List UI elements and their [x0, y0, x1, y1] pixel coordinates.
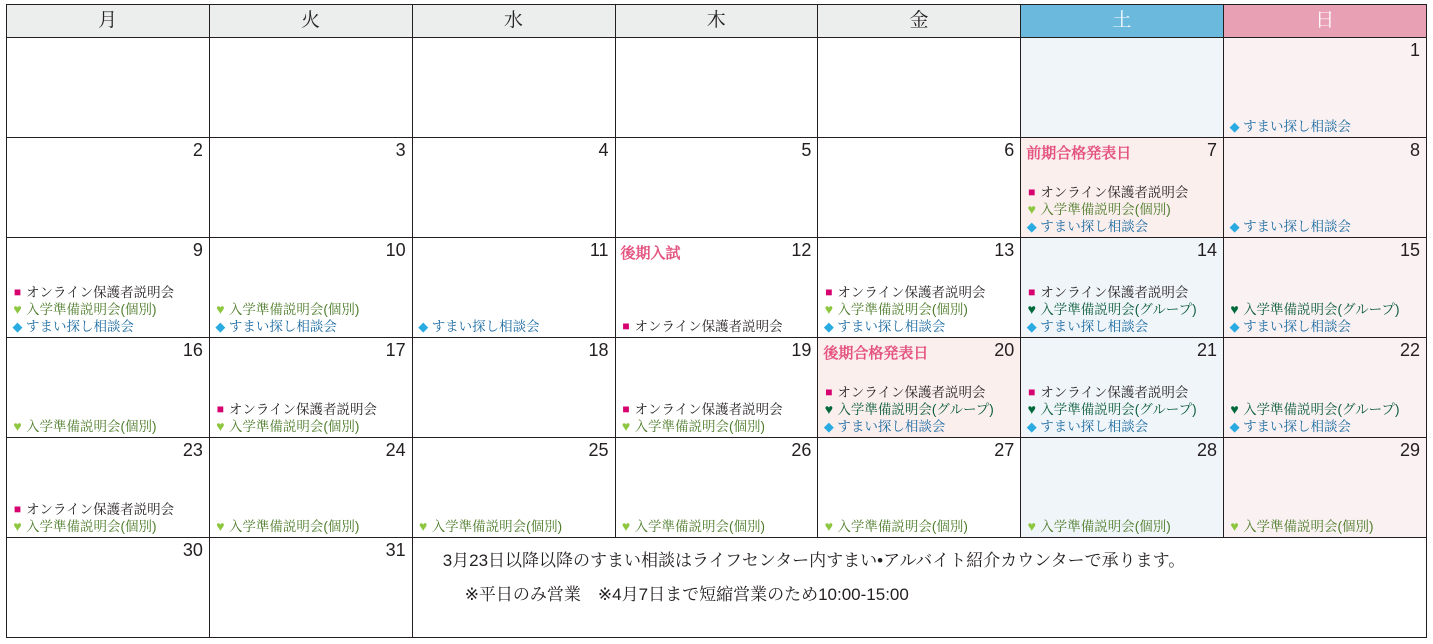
- day-event-label: すまい探し相談会: [837, 319, 946, 334]
- day-special-label: 前期合格発表日: [1026, 145, 1132, 162]
- day-event-list: [1228, 118, 1424, 135]
- heart-light-green-icon: ♥: [216, 301, 225, 317]
- day-event[interactable]: [11, 418, 207, 435]
- calendar-day-cell-19[interactable]: [615, 338, 818, 438]
- day-event[interactable]: [1025, 284, 1221, 301]
- calendar-week-row: [7, 538, 1427, 638]
- day-event-label: オンライン保護者説明会: [228, 402, 377, 417]
- diamond-blue-icon: ◆: [823, 319, 834, 334]
- day-event-list: [1025, 384, 1221, 435]
- day-event-label: オンライン保護者説明会: [837, 285, 986, 300]
- day-event[interactable]: [1025, 218, 1221, 235]
- day-number: 13: [994, 240, 1015, 260]
- heart-light-green-icon: ♥: [1230, 518, 1239, 534]
- day-event[interactable]: [1025, 301, 1221, 318]
- day-number: 28: [1197, 440, 1218, 460]
- calendar-day-cell-empty[interactable]: [1021, 38, 1224, 138]
- day-event[interactable]: [11, 284, 207, 301]
- heart-light-green-icon: ♥: [419, 518, 428, 534]
- day-number: 2: [192, 140, 203, 160]
- day-event-list: [1228, 218, 1424, 235]
- calendar-day-cell-27[interactable]: [818, 438, 1021, 538]
- day-event-list: [11, 418, 207, 435]
- calendar-day-cell-1[interactable]: [1224, 38, 1427, 138]
- day-event[interactable]: [417, 518, 613, 535]
- day-event[interactable]: [620, 401, 816, 418]
- day-number: 16: [182, 340, 203, 360]
- day-event-label: すまい探し相談会: [837, 419, 946, 434]
- square-pink-icon: ■: [1028, 285, 1036, 299]
- day-event[interactable]: [1025, 418, 1221, 435]
- calendar-day-cell-24[interactable]: [209, 438, 412, 538]
- diamond-blue-icon: ◆: [1026, 419, 1037, 434]
- day-event[interactable]: [1228, 418, 1424, 435]
- day-event[interactable]: [1025, 201, 1221, 218]
- diamond-blue-icon: ◆: [1026, 319, 1037, 334]
- day-number: 12: [791, 240, 812, 260]
- calendar-day-cell-25[interactable]: [412, 438, 615, 538]
- day-event-label: 入学準備説明会(個別): [837, 519, 968, 534]
- calendar-day-cell-empty[interactable]: [818, 38, 1021, 138]
- diamond-blue-icon: ◆: [1229, 319, 1240, 334]
- calendar-day-cell-31[interactable]: [209, 538, 412, 638]
- day-number: 24: [385, 440, 406, 460]
- day-number: 10: [385, 240, 406, 260]
- day-number: 21: [1197, 340, 1218, 360]
- calendar-week-row: [7, 338, 1427, 438]
- heart-light-green-icon: ♥: [621, 518, 631, 534]
- day-number: 25: [588, 440, 609, 460]
- day-event[interactable]: [214, 418, 410, 435]
- day-event-list: [11, 501, 207, 535]
- day-event-label: すまい探し相談会: [1243, 119, 1352, 134]
- day-number: 9: [192, 240, 203, 260]
- day-event-list: [214, 301, 410, 335]
- square-pink-icon: ■: [1028, 385, 1036, 399]
- day-event-label: 入学準備説明会(個別): [431, 519, 563, 534]
- day-number: 29: [1399, 440, 1420, 460]
- calendar-table: [6, 4, 1427, 638]
- day-event-label: 入学準備説明会(個別): [1040, 519, 1171, 534]
- day-number: 17: [385, 340, 406, 360]
- calendar-day-cell-20[interactable]: [818, 338, 1021, 438]
- day-event[interactable]: [1228, 518, 1424, 535]
- day-event-list: [620, 401, 816, 435]
- day-number: 14: [1197, 240, 1218, 260]
- day-event[interactable]: [214, 318, 410, 335]
- day-event-list: [620, 518, 816, 535]
- calendar-week-row: [7, 238, 1427, 338]
- day-event[interactable]: [1025, 384, 1221, 401]
- day-event-label: オンライン保護者説明会: [837, 385, 986, 400]
- day-event[interactable]: [1228, 218, 1424, 235]
- heart-light-green-icon: ♥: [216, 518, 225, 534]
- day-number: 26: [791, 440, 812, 460]
- day-event[interactable]: [11, 318, 207, 335]
- weekday-header-mon: 月: [7, 5, 210, 38]
- calendar-day-cell-23[interactable]: [7, 438, 210, 538]
- calendar-day-cell-12[interactable]: [615, 238, 818, 338]
- day-event-label: すまい探し相談会: [1040, 419, 1149, 434]
- day-event[interactable]: [214, 401, 410, 418]
- heart-light-green-icon: ♥: [824, 518, 834, 534]
- day-event-label: すまい探し相談会: [431, 319, 540, 334]
- square-pink-icon: ■: [622, 319, 630, 333]
- day-event[interactable]: [822, 401, 1018, 418]
- calendar-day-cell-3[interactable]: [209, 138, 412, 238]
- day-event-list: [1025, 518, 1221, 535]
- calendar-day-cell-29[interactable]: [1224, 438, 1427, 538]
- day-event-label: すまい探し相談会: [228, 319, 337, 334]
- day-number: 31: [385, 540, 406, 560]
- day-event-label: オンライン保護者説明会: [1040, 385, 1189, 400]
- diamond-blue-icon: ◆: [1229, 119, 1240, 134]
- calendar-day-cell-empty[interactable]: [412, 38, 615, 138]
- day-number: 22: [1399, 340, 1420, 360]
- day-event-list: [1228, 518, 1424, 535]
- calendar-day-cell-13[interactable]: [818, 238, 1021, 338]
- diamond-blue-icon: ◆: [418, 319, 429, 334]
- day-event-label: 入学準備説明会(個別): [634, 519, 766, 534]
- calendar-day-cell-22[interactable]: [1224, 338, 1427, 438]
- heart-light-green-icon: ♥: [13, 418, 22, 434]
- calendar-day-cell-28[interactable]: [1021, 438, 1224, 538]
- day-number: 4: [598, 140, 609, 160]
- day-event-label: 入学準備説明会(個別): [1040, 202, 1171, 217]
- day-event-list: [1025, 284, 1221, 335]
- day-number: 27: [994, 440, 1015, 460]
- day-event[interactable]: [620, 318, 816, 335]
- day-number: 18: [588, 340, 609, 360]
- heart-dark-green-icon: ♥: [1027, 301, 1036, 317]
- day-event-label: オンライン保護者説明会: [634, 319, 783, 334]
- square-pink-icon: ■: [825, 285, 833, 299]
- diamond-blue-icon: ◆: [1229, 419, 1240, 434]
- weekday-header-fri: 金: [818, 5, 1021, 38]
- day-event-list: [1228, 401, 1424, 435]
- day-event-label: 入学準備説明会(個別): [837, 302, 968, 317]
- day-event[interactable]: [11, 501, 207, 518]
- heart-dark-green-icon: ♥: [824, 401, 834, 417]
- day-event-list: [417, 518, 613, 535]
- calendar-day-cell-6[interactable]: [818, 138, 1021, 238]
- day-number: 8: [1409, 140, 1420, 160]
- day-number: 5: [801, 140, 812, 160]
- calendar-day-cell-empty[interactable]: [7, 38, 210, 138]
- diamond-blue-icon: ◆: [1229, 219, 1240, 234]
- heart-dark-green-icon: ♥: [1027, 401, 1036, 417]
- day-event[interactable]: [1228, 318, 1424, 335]
- day-special-label: 後期合格発表日: [823, 345, 929, 362]
- day-event-label: すまい探し相談会: [1040, 219, 1149, 234]
- calendar-day-cell-11[interactable]: [412, 238, 615, 338]
- day-event-label: 入学準備説明会(グループ): [1243, 402, 1400, 417]
- day-number: 19: [791, 340, 812, 360]
- day-event-label: すまい探し相談会: [1243, 419, 1352, 434]
- day-event-label: オンライン保護者説明会: [26, 502, 175, 517]
- weekday-header-wed: 水: [412, 5, 615, 38]
- weekday-header-tue: 火: [209, 5, 412, 38]
- heart-dark-green-icon: ♥: [1230, 301, 1239, 317]
- square-pink-icon: ■: [825, 385, 833, 399]
- day-event[interactable]: [822, 518, 1018, 535]
- day-event[interactable]: [1228, 401, 1424, 418]
- heart-light-green-icon: ♥: [13, 301, 22, 317]
- day-event-label: 入学準備説明会(個別): [26, 419, 157, 434]
- day-event-list: [1025, 184, 1221, 235]
- calendar-week-row: [7, 138, 1427, 238]
- day-event-list: [214, 518, 410, 535]
- day-event[interactable]: [214, 518, 410, 535]
- calendar-day-cell-18[interactable]: [412, 338, 615, 438]
- heart-light-green-icon: ♥: [1027, 201, 1036, 217]
- diamond-blue-icon: ◆: [12, 319, 23, 334]
- day-event[interactable]: [214, 301, 410, 318]
- calendar-day-cell-14[interactable]: [1021, 238, 1224, 338]
- day-number: 30: [182, 540, 203, 560]
- calendar-day-cell-empty[interactable]: [615, 38, 818, 138]
- day-number: 20: [994, 340, 1015, 360]
- day-number: 3: [395, 140, 406, 160]
- heart-light-green-icon: ♥: [824, 301, 834, 317]
- calendar-day-cell-30[interactable]: [7, 538, 210, 638]
- diamond-blue-icon: ◆: [823, 419, 834, 434]
- heart-light-green-icon: ♥: [1027, 518, 1036, 534]
- day-event-label: すまい探し相談会: [1243, 319, 1352, 334]
- square-pink-icon: ■: [1028, 185, 1036, 199]
- day-event-label: 入学準備説明会(個別): [634, 419, 766, 434]
- calendar-day-cell-empty[interactable]: [209, 38, 412, 138]
- day-number: 23: [182, 440, 203, 460]
- day-event-label: オンライン保護者説明会: [1040, 185, 1189, 200]
- day-number: 15: [1399, 240, 1420, 260]
- day-number: 7: [1207, 140, 1218, 160]
- day-event-list: [822, 284, 1018, 335]
- calendar-day-cell-16[interactable]: [7, 338, 210, 438]
- square-pink-icon: ■: [216, 402, 224, 416]
- day-event-label: 入学準備説明会(個別): [26, 302, 157, 317]
- day-event-list: [822, 384, 1018, 435]
- heart-light-green-icon: ♥: [621, 418, 631, 434]
- calendar-day-cell-4[interactable]: [412, 138, 615, 238]
- day-number: 1: [1409, 40, 1420, 60]
- day-event-list: [214, 401, 410, 435]
- calendar-footer-note: [412, 538, 1426, 638]
- day-event[interactable]: [11, 518, 207, 535]
- day-event[interactable]: [1025, 318, 1221, 335]
- calendar-body: [7, 38, 1427, 638]
- day-event[interactable]: [11, 301, 207, 318]
- calendar-week-row: [7, 38, 1427, 138]
- calendar-week-row: [7, 438, 1427, 538]
- day-event[interactable]: [417, 318, 613, 335]
- day-event[interactable]: [620, 518, 816, 535]
- calendar-day-cell-21[interactable]: [1021, 338, 1224, 438]
- weekday-header-sun: 日: [1224, 5, 1427, 38]
- day-event-list: [417, 318, 613, 335]
- day-event-label: 入学準備説明会(グループ): [1243, 302, 1400, 317]
- calendar-day-cell-5[interactable]: [615, 138, 818, 238]
- day-event[interactable]: [1025, 184, 1221, 201]
- day-event-label: 入学準備説明会(個別): [228, 419, 360, 434]
- day-event[interactable]: [822, 318, 1018, 335]
- calendar-day-cell-2[interactable]: [7, 138, 210, 238]
- day-number: 6: [1004, 140, 1015, 160]
- day-event-label: すまい探し相談会: [1040, 319, 1149, 334]
- day-event-label: 入学準備説明会(個別): [228, 519, 360, 534]
- day-number: 11: [589, 240, 609, 260]
- calendar-day-cell-7[interactable]: [1021, 138, 1224, 238]
- day-event-label: 入学準備説明会(個別): [228, 302, 360, 317]
- heart-dark-green-icon: ♥: [1230, 401, 1239, 417]
- day-event-label: 入学準備説明会(個別): [26, 519, 157, 534]
- day-event-label: オンライン保護者説明会: [1040, 285, 1189, 300]
- day-event-label: オンライン保護者説明会: [634, 402, 783, 417]
- square-pink-icon: ■: [13, 502, 22, 516]
- square-pink-icon: ■: [622, 402, 630, 416]
- day-event[interactable]: [1228, 118, 1424, 135]
- calendar-day-cell-26[interactable]: [615, 438, 818, 538]
- day-event-label: すまい探し相談会: [26, 319, 134, 334]
- diamond-blue-icon: ◆: [1026, 219, 1037, 234]
- day-event-label: オンライン保護者説明会: [26, 285, 175, 300]
- day-special-label: 後期入試: [620, 245, 681, 262]
- diamond-blue-icon: ◆: [215, 319, 226, 334]
- day-event-list: [1228, 301, 1424, 335]
- calendar-day-cell-17[interactable]: [209, 338, 412, 438]
- footer-note-line-2: ※平日のみ営業 ※4月7日まで短縮営業のため10:00-15:00: [464, 585, 909, 604]
- day-event-list: [620, 318, 816, 335]
- day-event-list: [11, 284, 207, 335]
- weekday-header-sat: 土: [1021, 5, 1224, 38]
- heart-light-green-icon: ♥: [13, 518, 22, 534]
- calendar-header-row: [7, 5, 1427, 38]
- day-event-label: 入学準備説明会(グループ): [837, 402, 994, 417]
- square-pink-icon: ■: [13, 285, 22, 299]
- calendar-day-cell-9[interactable]: [7, 238, 210, 338]
- day-event[interactable]: [620, 418, 816, 435]
- day-event-label: 入学準備説明会(グループ): [1040, 302, 1197, 317]
- day-event-label: 入学準備説明会(グループ): [1040, 402, 1197, 417]
- day-event[interactable]: [1228, 301, 1424, 318]
- footer-note-line-1: 3月23日以降以降のすまい相談はライフセンター内すまい•アルバイト紹介カウンターで承ります。: [442, 551, 1186, 570]
- day-event-label: すまい探し相談会: [1243, 219, 1352, 234]
- day-event[interactable]: [1025, 518, 1221, 535]
- calendar-day-cell-8[interactable]: [1224, 138, 1427, 238]
- calendar-day-cell-15[interactable]: [1224, 238, 1427, 338]
- day-event[interactable]: [822, 384, 1018, 401]
- day-event-list: [822, 518, 1018, 535]
- day-event[interactable]: [822, 284, 1018, 301]
- heart-light-green-icon: ♥: [216, 418, 225, 434]
- day-event[interactable]: [822, 418, 1018, 435]
- calendar-day-cell-10[interactable]: [209, 238, 412, 338]
- day-event[interactable]: [822, 301, 1018, 318]
- day-event-label: 入学準備説明会(個別): [1243, 519, 1374, 534]
- day-event[interactable]: [1025, 401, 1221, 418]
- weekday-header-thu: 木: [615, 5, 818, 38]
